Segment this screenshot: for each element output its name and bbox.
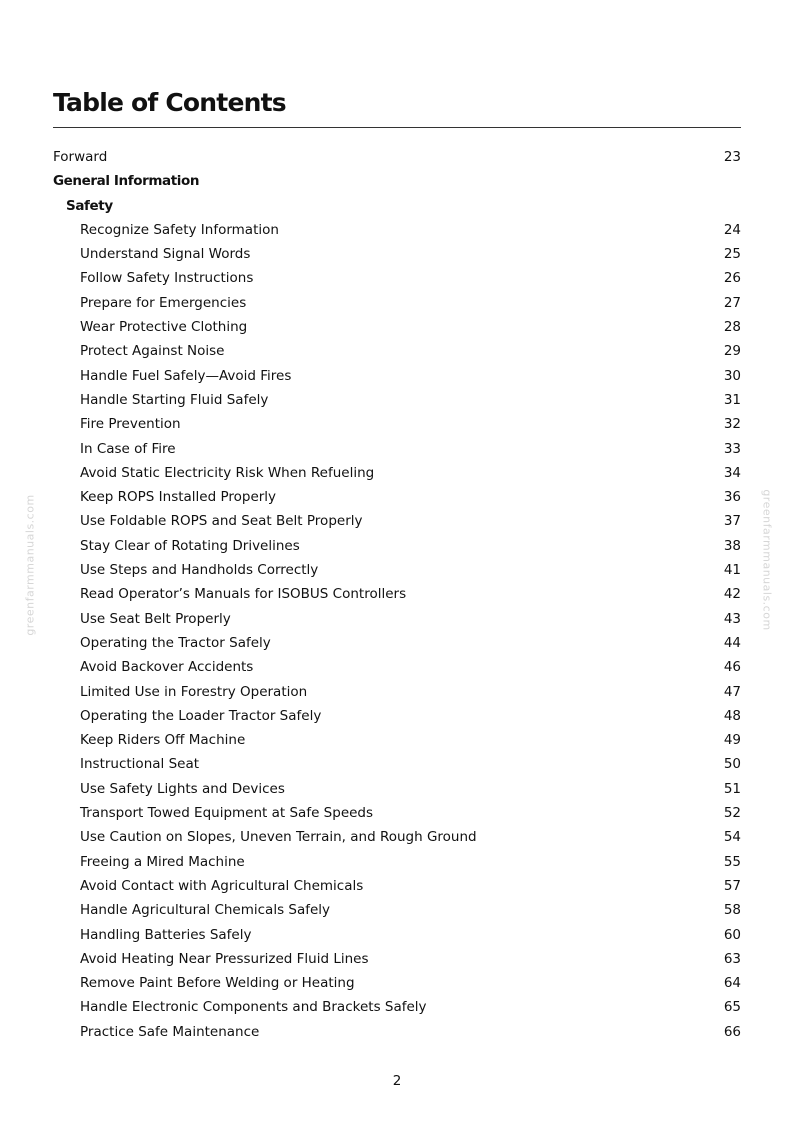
toc-entry-label: Prepare for Emergencies xyxy=(80,294,247,311)
toc-entry-page: 64 xyxy=(723,975,741,992)
toc-entry-page: 28 xyxy=(723,319,741,336)
toc-entry[interactable] xyxy=(53,461,741,485)
page-number: 2 xyxy=(392,1073,402,1089)
page-title: Table of Contents xyxy=(53,88,286,117)
toc-entry[interactable] xyxy=(53,388,741,412)
toc-entry-page: 51 xyxy=(723,780,741,797)
watermark-right: greenfarmmanuals.com xyxy=(760,489,774,631)
toc-entry-page: 58 xyxy=(723,902,741,919)
toc-entry-label: Forward xyxy=(53,149,108,165)
toc-entry-label: Avoid Heating Near Pressurized Fluid Lines xyxy=(80,950,369,967)
toc-entry-label: Handling Batteries Safely xyxy=(80,926,252,943)
toc-entry-label: Stay Clear of Rotating Drivelines xyxy=(80,537,300,554)
toc-entry[interactable] xyxy=(53,655,741,679)
toc-entry-page: 63 xyxy=(723,950,741,967)
toc-entry-label: Use Caution on Slopes, Uneven Terrain, and Rough Ground xyxy=(80,829,477,846)
toc-entry-label: Avoid Backover Accidents xyxy=(80,659,254,676)
toc-entry[interactable] xyxy=(53,412,741,436)
toc-entry-page: 37 xyxy=(723,513,741,530)
toc-entry-label: Keep ROPS Installed Properly xyxy=(80,489,277,506)
toc-entry[interactable] xyxy=(53,850,741,874)
toc-entry-page: 42 xyxy=(723,586,741,603)
toc-entry-page: 36 xyxy=(723,489,741,506)
toc-entry[interactable] xyxy=(53,582,741,606)
toc-entry-label: Limited Use in Forestry Operation xyxy=(80,683,308,700)
toc-entry-label: Recognize Safety Information xyxy=(80,221,279,238)
toc-entry-page: 27 xyxy=(723,294,741,311)
toc-entry-label: Fire Prevention xyxy=(80,416,181,433)
toc-entry-label: Transport Towed Equipment at Safe Speeds xyxy=(80,805,374,822)
toc-entry-page: 54 xyxy=(723,829,741,846)
toc-entry-label: Wear Protective Clothing xyxy=(80,319,248,336)
toc-entry-page: 26 xyxy=(723,270,741,287)
toc-entry-page: 31 xyxy=(723,391,741,408)
title-divider xyxy=(53,127,741,128)
toc-entry-label: Use Seat Belt Properly xyxy=(80,610,231,627)
toc-entry-page: 52 xyxy=(723,805,741,822)
toc-entry[interactable] xyxy=(53,266,741,290)
toc-entry[interactable] xyxy=(53,291,741,315)
toc-entry-label: Use Foldable ROPS and Seat Belt Properly xyxy=(80,513,363,530)
toc-entry-page: 55 xyxy=(723,853,741,870)
toc-entry-label: Understand Signal Words xyxy=(80,246,251,263)
toc-entry[interactable] xyxy=(53,485,741,509)
toc-entry-page: 41 xyxy=(723,562,741,579)
toc-entry-label: In Case of Fire xyxy=(80,440,176,457)
toc-entry-label: General Information xyxy=(53,173,200,190)
toc-entry-label: Use Safety Lights and Devices xyxy=(80,780,285,797)
toc-entry-page: 32 xyxy=(723,416,741,433)
toc-section-heading[interactable] xyxy=(53,169,741,193)
toc-entry-page: 57 xyxy=(723,877,741,894)
toc-entry[interactable] xyxy=(53,437,741,461)
toc-entry-label: Use Steps and Handholds Correctly xyxy=(80,562,319,579)
toc-entry[interactable] xyxy=(53,218,741,242)
toc-entry[interactable] xyxy=(53,777,741,801)
toc-section-heading[interactable] xyxy=(53,194,741,218)
toc-entry-label: Read Operator’s Manuals for ISOBUS Controllers xyxy=(80,586,407,603)
toc-entry-page: 48 xyxy=(723,707,741,724)
toc-entry[interactable] xyxy=(53,339,741,363)
toc-entry[interactable] xyxy=(53,631,741,655)
toc-entry-label: Practice Safe Maintenance xyxy=(80,1023,260,1040)
toc-entry-label: Instructional Seat xyxy=(80,756,200,773)
toc-entry[interactable] xyxy=(53,364,741,388)
toc-entry-label: Keep Riders Off Machine xyxy=(80,732,246,749)
toc-entry-label: Operating the Loader Tractor Safely xyxy=(80,707,322,724)
table-of-contents xyxy=(53,145,741,1044)
toc-entry[interactable] xyxy=(53,898,741,922)
toc-entry-page: 34 xyxy=(723,464,741,481)
toc-entry[interactable] xyxy=(53,680,741,704)
toc-entry-page: 65 xyxy=(723,999,741,1016)
toc-entry-page: 29 xyxy=(723,343,741,360)
toc-entry-page: 44 xyxy=(723,634,741,651)
toc-entry-page: 47 xyxy=(723,683,741,700)
toc-entry[interactable] xyxy=(53,971,741,995)
toc-entry-page: 38 xyxy=(723,537,741,554)
toc-entry[interactable] xyxy=(53,534,741,558)
toc-entry-label: Avoid Static Electricity Risk When Refueling xyxy=(80,464,375,481)
toc-entry-label: Protect Against Noise xyxy=(80,343,225,360)
toc-entry[interactable] xyxy=(53,923,741,947)
toc-entry[interactable] xyxy=(53,825,741,849)
toc-entry-label: Safety xyxy=(66,197,113,214)
toc-entry-page: 46 xyxy=(723,659,741,676)
toc-entry-page: 60 xyxy=(723,926,741,943)
toc-entry-label: Freeing a Mired Machine xyxy=(80,853,245,870)
toc-entry-label: Remove Paint Before Welding or Heating xyxy=(80,975,355,992)
toc-entry[interactable] xyxy=(53,145,741,169)
toc-entry-label: Handle Electronic Components and Brackets Safely xyxy=(80,999,427,1016)
toc-entry-page: 50 xyxy=(723,756,741,773)
toc-entry-page: 66 xyxy=(723,1023,741,1040)
toc-entry-page: 49 xyxy=(723,732,741,749)
toc-entry-page: 43 xyxy=(723,610,741,627)
toc-entry[interactable] xyxy=(53,801,741,825)
watermark-left: greenfarmmanuals.com xyxy=(23,494,37,636)
toc-entry-page: 25 xyxy=(723,246,741,263)
toc-entry[interactable] xyxy=(53,558,741,582)
toc-entry[interactable] xyxy=(53,1020,741,1044)
toc-entry-label: Operating the Tractor Safely xyxy=(80,634,271,651)
toc-entry[interactable] xyxy=(53,874,741,898)
toc-entry[interactable] xyxy=(53,242,741,266)
toc-entry[interactable] xyxy=(53,752,741,776)
toc-entry[interactable] xyxy=(53,995,741,1019)
toc-entry-label: Follow Safety Instructions xyxy=(80,270,254,287)
toc-entry[interactable] xyxy=(53,607,741,631)
toc-entry[interactable] xyxy=(53,947,741,971)
toc-entry-label: Handle Agricultural Chemicals Safely xyxy=(80,902,331,919)
toc-entry-page: 33 xyxy=(723,440,741,457)
toc-entry-page: 24 xyxy=(723,221,741,238)
toc-entry-label: Handle Starting Fluid Safely xyxy=(80,391,269,408)
toc-entry[interactable] xyxy=(53,315,741,339)
toc-entry[interactable] xyxy=(53,509,741,533)
toc-entry-page: 23 xyxy=(723,149,741,165)
toc-entry-page: 30 xyxy=(723,367,741,384)
toc-entry-label: Avoid Contact with Agricultural Chemicals xyxy=(80,877,364,894)
toc-entry[interactable] xyxy=(53,728,741,752)
toc-entry-label: Handle Fuel Safely—Avoid Fires xyxy=(80,367,292,384)
toc-entry[interactable] xyxy=(53,704,741,728)
